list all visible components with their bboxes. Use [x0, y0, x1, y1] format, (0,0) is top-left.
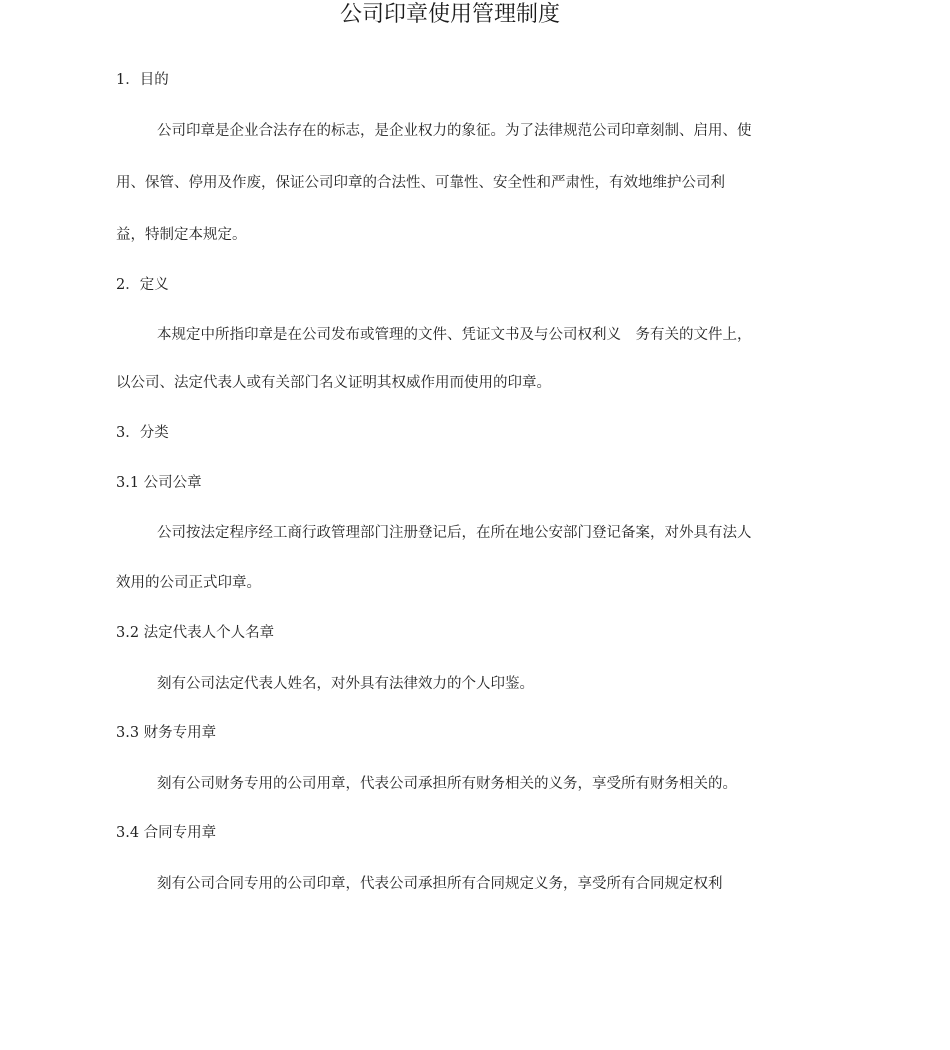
paragraph-line: 本规定中所指印章是在公司发布或管理的文件、凭证文书及与公司权利义 务有关的文件上， — [157, 327, 752, 343]
paragraph-line: 益，特制定本规定。 — [116, 227, 247, 243]
section-heading-definition: 2．定义 — [116, 277, 169, 293]
subsection-heading-finance-seal: 3.3 财务专用章 — [116, 725, 217, 741]
paragraph-line: 公司按法定程序经工商行政管理部门注册登记后，在所在地公安部门登记备案，对外具有法人 — [157, 525, 752, 541]
paragraph-line: 效用的公司正式印章。 — [116, 575, 261, 591]
subsection-heading-contract-seal: 3.4 合同专用章 — [116, 825, 217, 841]
subsection-heading-legal-rep-seal: 3.2 法定代表人个人名章 — [116, 625, 275, 641]
paragraph-line: 以公司、法定代表人或有关部门名义证明其权威作用而使用的印章。 — [116, 375, 551, 391]
section-heading-purpose: 1．目的 — [116, 72, 169, 88]
section-heading-classification: 3．分类 — [116, 425, 169, 441]
paragraph-line: 刻有公司法定代表人姓名，对外具有法律效力的个人印鉴。 — [157, 676, 534, 692]
paragraph-line: 刻有公司合同专用的公司印章，代表公司承担所有合同规定义务，享受所有合同规定权利 — [157, 876, 723, 892]
document-title: 公司印章使用管理制度 — [339, 2, 560, 27]
subsection-heading-company-seal: 3.1 公司公章 — [116, 475, 202, 491]
paragraph-line: 用、保管、停用及作废，保证公司印章的合法性、可靠性、安全性和严肃性，有效地维护公司利 — [116, 175, 725, 191]
paragraph-line: 公司印章是企业合法存在的标志，是企业权力的象征。为了法律规范公司印章刻制、启用、使 — [157, 123, 752, 139]
paragraph-line: 刻有公司财务专用的公司用章，代表公司承担所有财务相关的义务，享受所有财务相关的。 — [157, 776, 737, 792]
